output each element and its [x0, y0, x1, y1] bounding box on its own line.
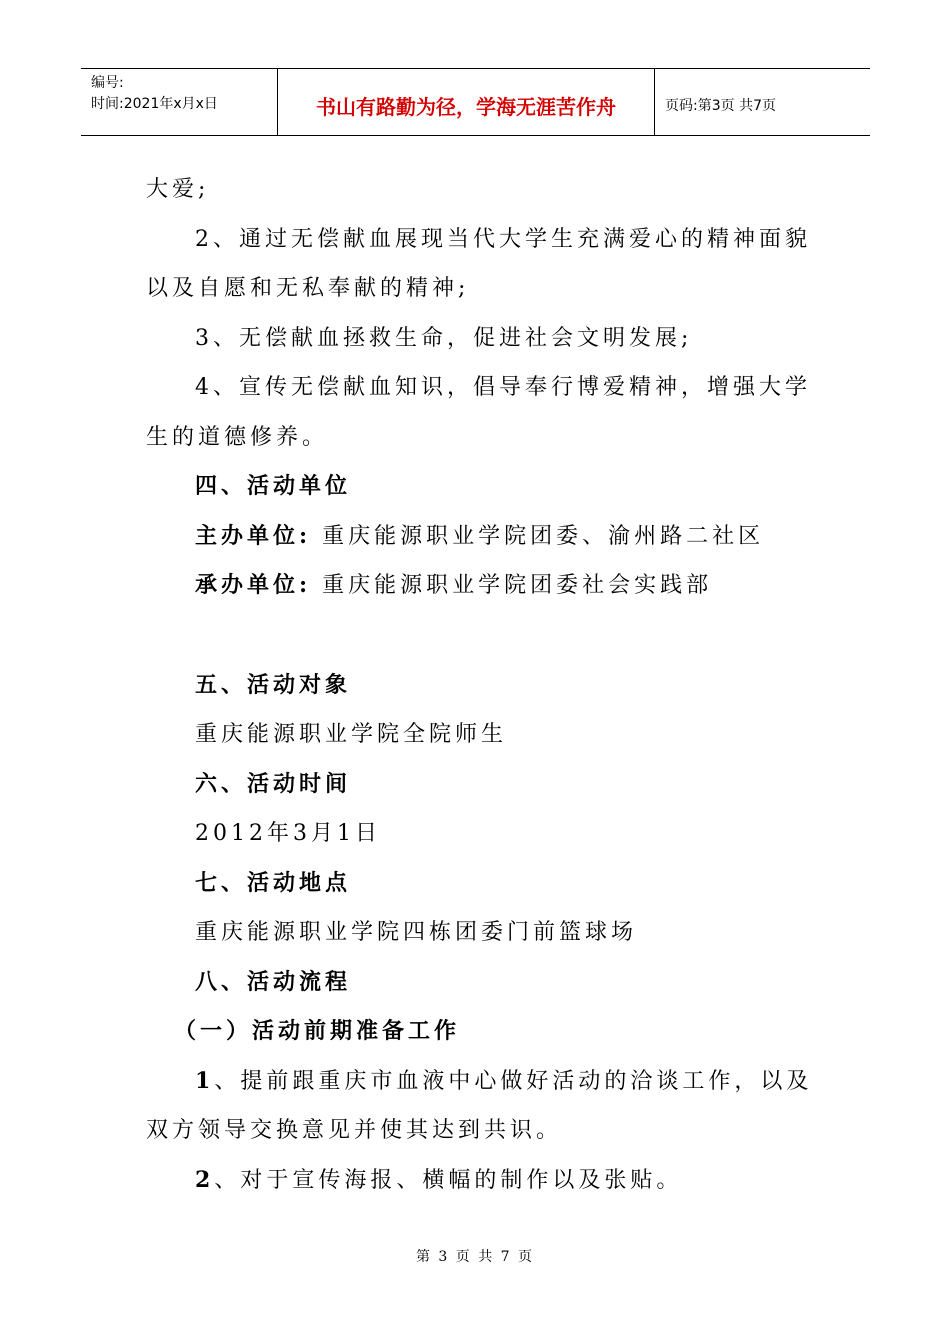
- organizer-unit-value: 重庆能源职业学院团委社会实践部: [311, 573, 713, 598]
- paragraph: 3、无偿献血拯救生命，促进社会文明发展;: [195, 325, 693, 351]
- section-heading-7: 七、活动地点: [195, 869, 352, 896]
- paragraph: 以及自愿和无私奉献的精神;: [146, 276, 470, 301]
- page-header: [81, 68, 870, 136]
- paragraph: 重庆能源职业学院四栋团委门前篮球场: [195, 920, 638, 945]
- header-time: 时间:2021年x月x日: [91, 96, 218, 112]
- paragraph: 2012年3月1日: [195, 821, 381, 846]
- blank-line: [146, 611, 816, 661]
- paragraph: 4、宣传无偿献血知识，倡导奉行博爱精神，增强大学: [195, 375, 811, 400]
- section-heading-6: 六、活动时间: [195, 770, 352, 797]
- organizer-unit-label: 承办单位:: [195, 572, 312, 598]
- list-item-text: 、提前跟重庆市血液中心做好活动的洽谈工作，以及: [214, 1068, 813, 1094]
- list-item: [146, 1057, 816, 1107]
- list-item-number: 1: [195, 1067, 215, 1094]
- section-heading-8: 八、活动流程: [195, 968, 352, 995]
- list-item-text: 、对于宣传海报、横幅的制作以及张贴。: [214, 1167, 683, 1193]
- section-heading-5: 五、活动对象: [195, 671, 352, 698]
- header-meta: [81, 69, 278, 135]
- organizer-unit-line: [146, 561, 816, 611]
- paragraph: 双方领导交换意见并使其达到共识。: [146, 1118, 563, 1143]
- host-unit-value: 重庆能源职业学院团委、渝州路二社区: [311, 523, 765, 549]
- list-item-number: 2: [195, 1166, 215, 1193]
- page-footer: 第 3 页 共 7 页: [415, 1249, 535, 1265]
- paragraph: 2、通过无偿献血展现当代大学生充满爱心的精神面貌: [195, 226, 811, 252]
- paragraph: 重庆能源职业学院全院师生: [195, 722, 508, 747]
- host-unit-line: [146, 512, 816, 562]
- paragraph: 大爱;: [146, 177, 210, 202]
- list-item: [146, 1156, 816, 1206]
- section-heading-4: 四、活动单位: [195, 473, 352, 499]
- header-motto: 书山有路勤为径，学海无涯苦作舟: [278, 69, 655, 135]
- document-body: [146, 165, 816, 1205]
- header-number: 编号:: [91, 75, 124, 91]
- header-page-info: 页码:第3页 共7页: [665, 98, 776, 114]
- host-unit-label: 主办单位:: [195, 522, 312, 549]
- subsection-heading-1: （一）活动前期准备工作: [174, 1018, 461, 1044]
- paragraph: 生的道德修养。: [146, 424, 329, 450]
